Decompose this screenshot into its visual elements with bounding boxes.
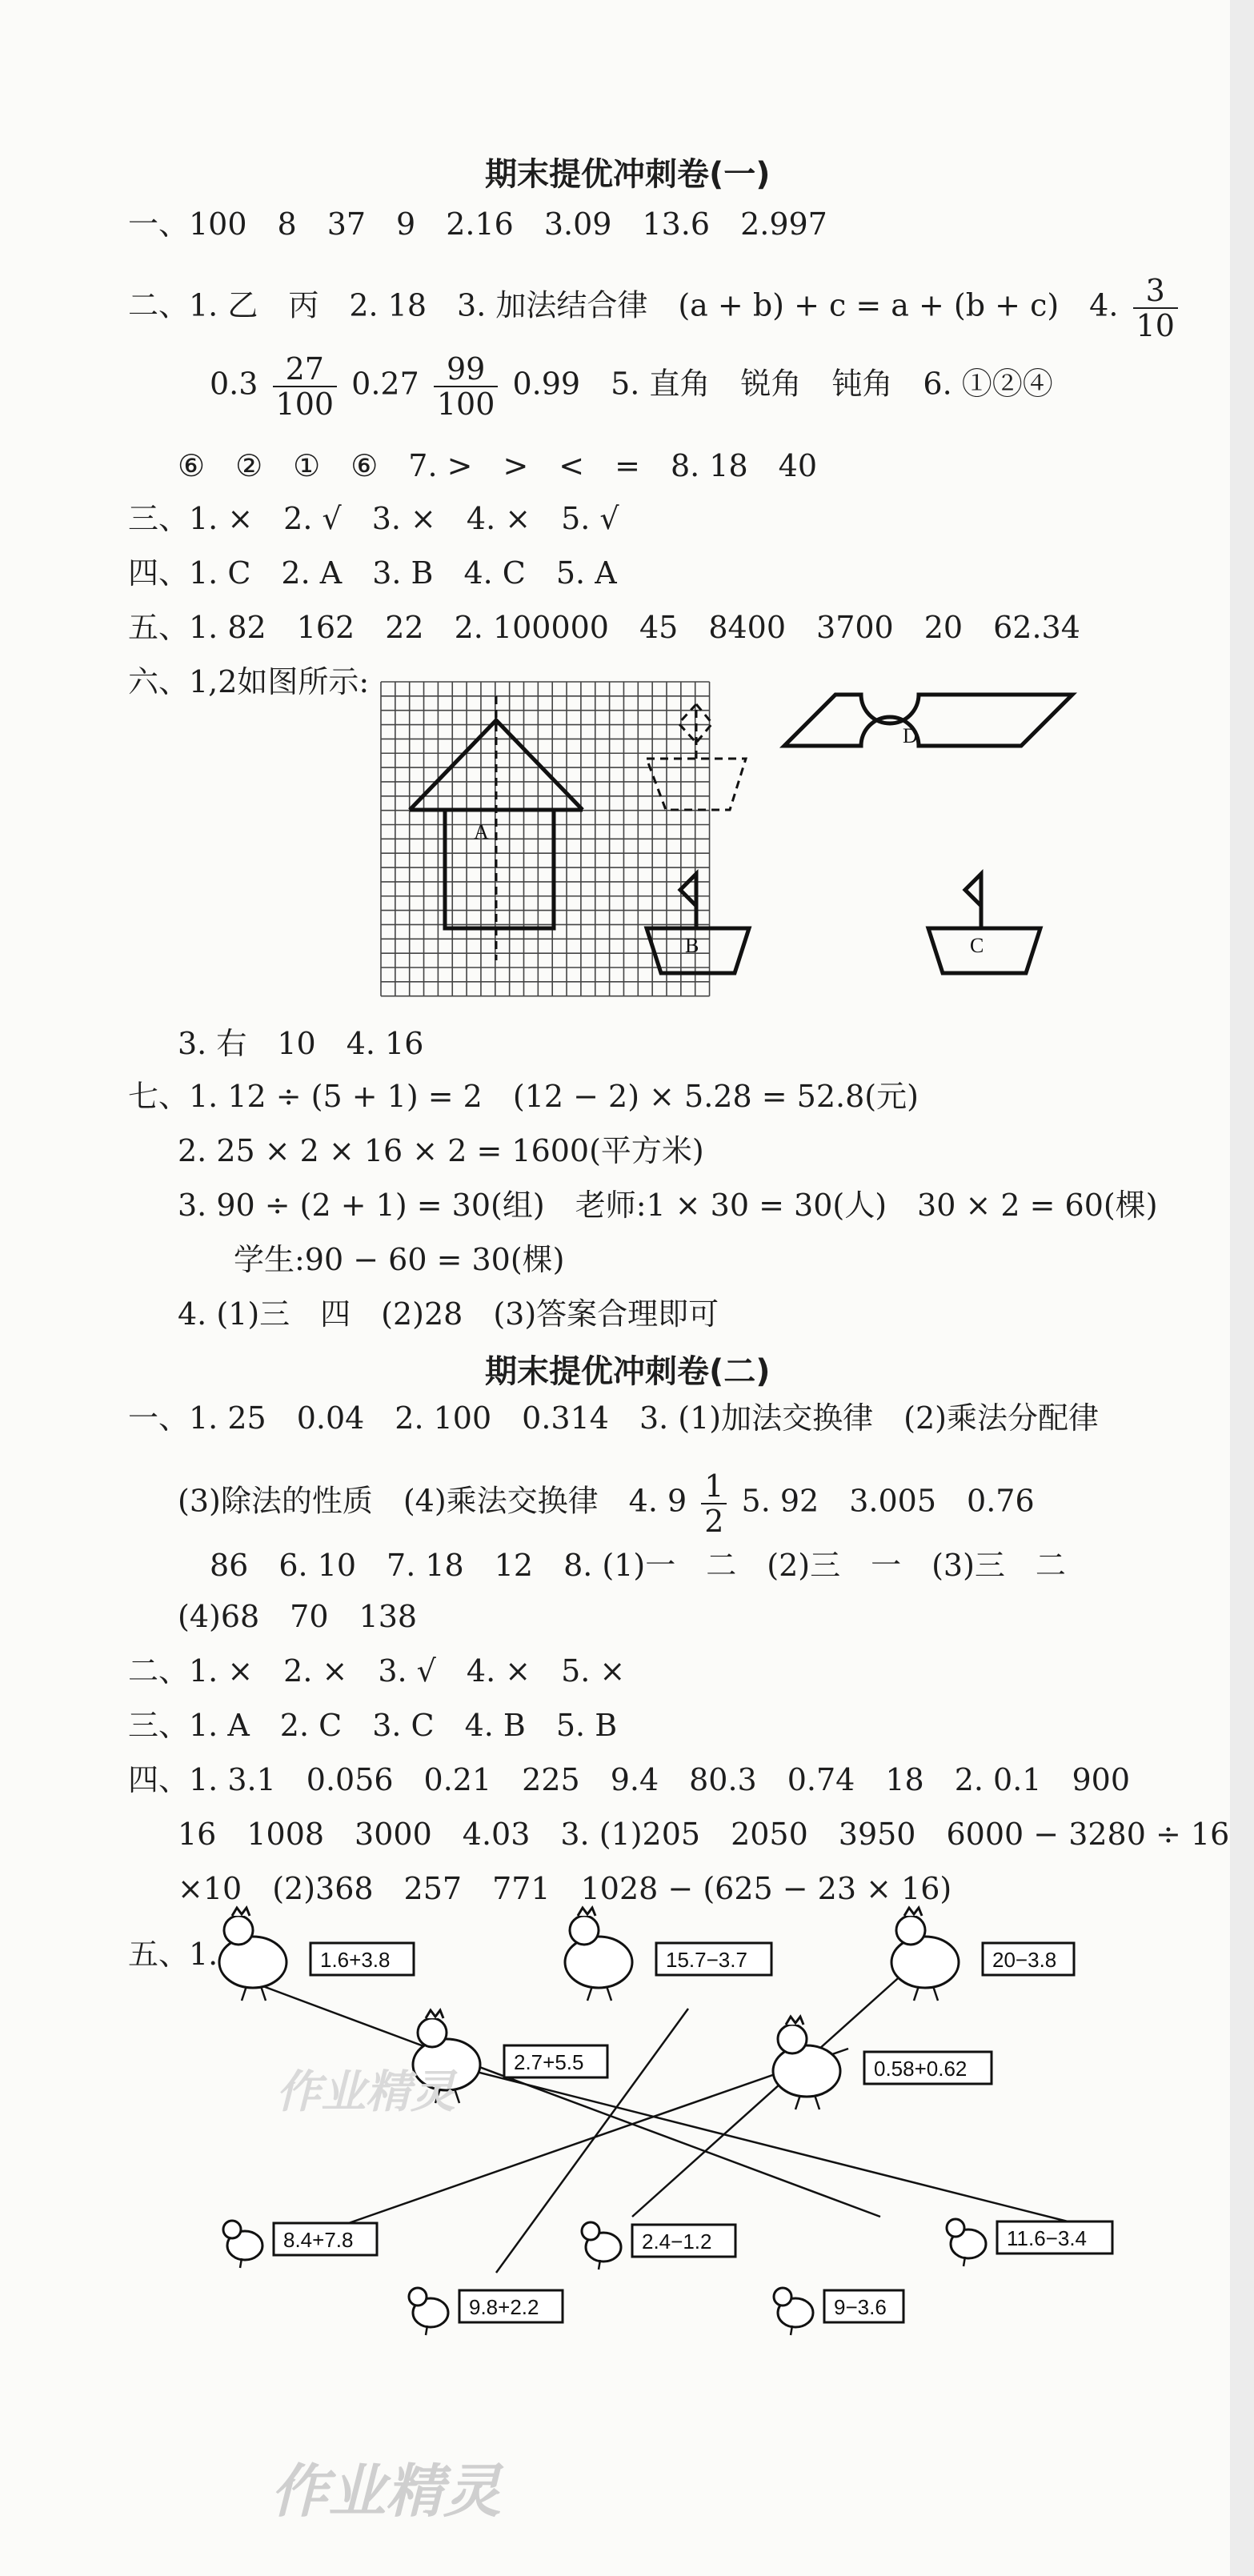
hen-head-icon bbox=[418, 2018, 447, 2047]
hen-body-icon bbox=[219, 1937, 286, 1988]
hen-comb-icon bbox=[904, 1908, 922, 1916]
exam1-q2-text: 二、1. 乙 丙 2. 18 3. 加法结合律 (a + b) + c = a + (b + c) 4. bbox=[128, 287, 1119, 323]
hen-comb-icon bbox=[232, 1908, 250, 1916]
hen-comb-icon bbox=[578, 1908, 595, 1916]
chick-head-icon bbox=[409, 2288, 427, 2306]
hen-expression: 0.58+0.62 bbox=[874, 2057, 968, 2081]
hen-leg-icon bbox=[815, 2095, 819, 2109]
match-line bbox=[448, 2065, 1080, 2225]
hen-head-icon bbox=[778, 2025, 807, 2053]
hen-head-icon bbox=[570, 1916, 599, 1945]
hen-body-icon bbox=[891, 1937, 959, 1988]
watermark-faint: 作业精灵 bbox=[276, 2066, 455, 2118]
exam1-q7-3a: 3. 90 ÷ (2 + 1) = 30(组) 老师:1 × 30 = 30(人) 30 × 2 = 60(棵) bbox=[178, 1188, 1158, 1223]
hen-leg-icon bbox=[795, 2095, 800, 2109]
fraction-denominator: 10 bbox=[1136, 308, 1175, 343]
exam2-title: 期末提优冲刺卷(二) bbox=[485, 1353, 771, 1390]
chick-head-icon bbox=[582, 2222, 599, 2240]
hen-expression: 1.6+3.8 bbox=[320, 1948, 391, 1972]
exam1-q7-2: 2. 25 × 2 × 16 × 2 = 1600(平方米) bbox=[178, 1133, 704, 1168]
value-text: 0.3 bbox=[210, 366, 258, 402]
hen-head-icon bbox=[896, 1916, 925, 1945]
chick-1 bbox=[409, 2288, 563, 2335]
exam1-q6-3: 3. 右 10 4. 16 bbox=[178, 1026, 424, 1061]
hen-4 bbox=[773, 2017, 992, 2109]
exam1-q1: 一、100 8 37 9 2.16 3.09 13.6 2.997 bbox=[128, 206, 827, 242]
exam1-q7-4: 4. (1)三 四 (2)28 (3)答案合理即可 bbox=[178, 1296, 719, 1332]
hen-leg-icon bbox=[933, 1986, 938, 2001]
value-text: 0.27 bbox=[351, 366, 419, 402]
hen-1 bbox=[565, 1908, 771, 2001]
fraction-denominator: 100 bbox=[436, 387, 495, 422]
value-text: 5. 92 3.005 0.76 bbox=[741, 1483, 1035, 1519]
exam2-q2: 二、1. × 2. × 3. √ 4. × 5. × bbox=[128, 1653, 626, 1689]
matching-items bbox=[219, 1908, 1112, 2335]
hen-leg-icon bbox=[914, 1986, 919, 2001]
chick-expression: 2.4−1.2 bbox=[642, 2229, 712, 2253]
chick-2 bbox=[582, 2222, 735, 2270]
fraction-numerator: 1 bbox=[701, 1469, 727, 1504]
hen-body-icon bbox=[773, 2045, 840, 2097]
exam2-q1-line3: 86 6. 10 7. 18 12 8. (1)一 二 (2)三 一 (3)三 二 bbox=[210, 1548, 1066, 1583]
chick-expression: 11.6−3.4 bbox=[1007, 2226, 1088, 2250]
exam1-q3: 三、1. × 2. √ 3. × 4. × 5. √ bbox=[128, 501, 619, 536]
chick-head-icon bbox=[947, 2219, 964, 2237]
value-text: (3)除法的性质 (4)乘法交换律 4. 9 bbox=[178, 1483, 687, 1519]
value-text: 0.99 5. 直角 锐角 钝角 6. ①②④ bbox=[512, 366, 1053, 402]
fraction-numerator: 99 bbox=[434, 352, 499, 387]
label-c: C bbox=[970, 934, 984, 957]
fraction-denominator: 2 bbox=[704, 1504, 724, 1539]
hen-2 bbox=[891, 1908, 1074, 2001]
hen-head-icon bbox=[224, 1916, 253, 1945]
exam1-title: 期末提优冲刺卷(一) bbox=[485, 156, 771, 193]
exam2-q1-line4: (4)68 70 138 bbox=[178, 1599, 418, 1634]
watermark: 作业精灵 bbox=[270, 2458, 502, 2525]
hen-expression: 2.7+5.5 bbox=[514, 2050, 584, 2074]
fraction-numerator: 27 bbox=[273, 352, 338, 387]
hen-expression: 20−3.8 bbox=[992, 1948, 1057, 1972]
chick-0 bbox=[223, 2221, 377, 2268]
hen-0 bbox=[219, 1908, 414, 2001]
label-b: B bbox=[685, 934, 699, 957]
fraction-denominator: 100 bbox=[275, 387, 335, 422]
exam2-q4-line2: 16 1008 3000 4.03 3. (1)205 2050 3950 6000 − 3280 ÷ 16 bbox=[178, 1817, 1230, 1852]
chick-expression: 8.4+7.8 bbox=[283, 2228, 354, 2252]
hen-comb-icon bbox=[426, 2010, 443, 2018]
hen-leg-icon bbox=[587, 1986, 592, 2001]
hen-expression: 15.7−3.7 bbox=[666, 1948, 747, 1972]
hen-body-icon bbox=[565, 1937, 632, 1988]
exam1-q4: 四、1. C 2. A 3. B 4. C 5. A bbox=[128, 555, 617, 591]
hen-leg-icon bbox=[607, 1986, 611, 2001]
exam2-q5: 五、1. bbox=[128, 1937, 218, 1972]
exam2-q3: 三、1. A 2. C 3. C 4. B 5. B bbox=[128, 1708, 618, 1743]
fraction-numerator: 3 bbox=[1133, 274, 1178, 309]
match-line bbox=[632, 1965, 912, 2217]
chick-3 bbox=[774, 2288, 903, 2335]
exam2-q4-line3: ×10 (2)368 257 771 1028 − (625 − 23 × 16) bbox=[178, 1871, 952, 1906]
chick-expression: 9.8+2.2 bbox=[469, 2295, 539, 2319]
hen-comb-icon bbox=[786, 2017, 803, 2025]
hen-leg-icon bbox=[261, 1986, 266, 2001]
label-a: A bbox=[474, 820, 489, 843]
exam1-q5: 五、1. 82 162 22 2. 100000 45 8400 3700 20 62.34 bbox=[128, 610, 1080, 645]
exam1-q7-1: 七、1. 12 ÷ (5 + 1) = 2 (12 − 2) × 5.28 = 52.8(元) bbox=[128, 1079, 919, 1114]
chick-4 bbox=[947, 2219, 1112, 2266]
chick-head-icon bbox=[223, 2221, 241, 2238]
label-d: D bbox=[903, 724, 918, 747]
exam2-q1-line1: 一、1. 25 0.04 2. 100 0.314 3. (1)加法交换律 (2)乘法分配律 bbox=[128, 1400, 1099, 1436]
exam1-q2-line3: ⑥ ② ① ⑥ 7. > > < = 8. 18 40 bbox=[178, 448, 818, 483]
hen-leg-icon bbox=[242, 1986, 246, 2001]
exam1-q6: 六、1,2如图所示: bbox=[128, 664, 370, 699]
exam1-q7-3b: 学生:90 − 60 = 30(棵) bbox=[234, 1242, 565, 1277]
exam2-q4-line1: 四、1. 3.1 0.056 0.21 225 9.4 80.3 0.74 18 2. 0.1 900 bbox=[128, 1762, 1130, 1797]
chick-expression: 9−3.6 bbox=[834, 2295, 887, 2319]
chick-head-icon bbox=[774, 2288, 791, 2306]
